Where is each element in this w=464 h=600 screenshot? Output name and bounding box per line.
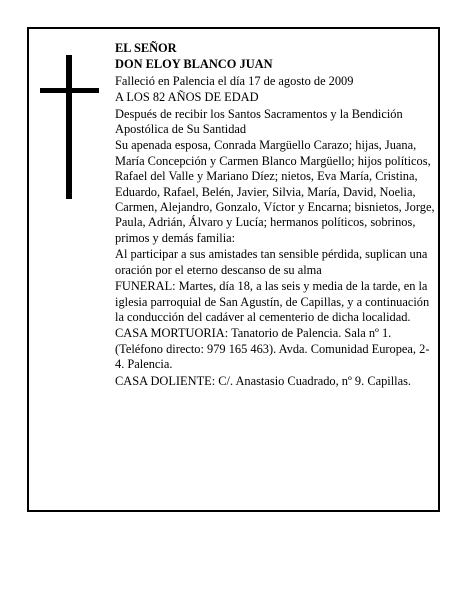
obituary-notice (27, 27, 440, 512)
cross-vertical-bar (66, 55, 72, 199)
prayer-request-paragraph: Al participar a sus amistades tan sensible pérdida, suplican una oración por el eterno descanso de su alma (115, 247, 428, 277)
deceased-name: DON ELOY BLANCO JUAN (115, 57, 273, 72)
mortuary-paragraph: CASA MORTUORIA: Tanatorio de Palencia. Sala nº 1. (Teléfono directo: 979 165 463). Avda. Comunidad Europea, 2-4. Palencia. (115, 326, 430, 372)
age-statement: A LOS 82 AÑOS DE EDAD (115, 90, 259, 105)
sacraments-paragraph: Después de recibir los Santos Sacramentos y la Bendición Apostólica de Su Santidad (115, 106, 403, 137)
notice-title: EL SEÑOR (115, 41, 177, 55)
funeral-paragraph: FUNERAL: Martes, día 18, a las seis y media de la tarde, en la iglesia parroquial de San Agustín, de Capillas, y a continuación la conducción del cadáver al cementerio de dicha localidad. (115, 279, 430, 324)
death-statement: Falleció en Palencia el día 17 de agosto de 2009 (115, 73, 354, 88)
family-paragraph: Su apenada esposa, Conrada Margüello Carazo; hijas, Juana, María Concepción y Carmen Blanco Margüello; hijos políticos, Rafael del Valle y Mariano Díez; nietos, Eva María, Cristina, Eduardo, Rafael, Belén, Javier, Silvia, María, David, Noelia, Carmen, Alejandro, Gonzalo, Víctor y Encarna; bisnietos, Jorge, Paula, Adrián, Álvaro y Lucía; hermanos políticos, sobrinos, primos y demás familia: (115, 138, 435, 245)
mourning-home-paragraph: CASA DOLIENTE: C/. Anastasio Cuadrado, nº 9. Capillas. (115, 373, 412, 388)
notice-text (115, 41, 435, 390)
cross-horizontal-bar (40, 88, 99, 93)
